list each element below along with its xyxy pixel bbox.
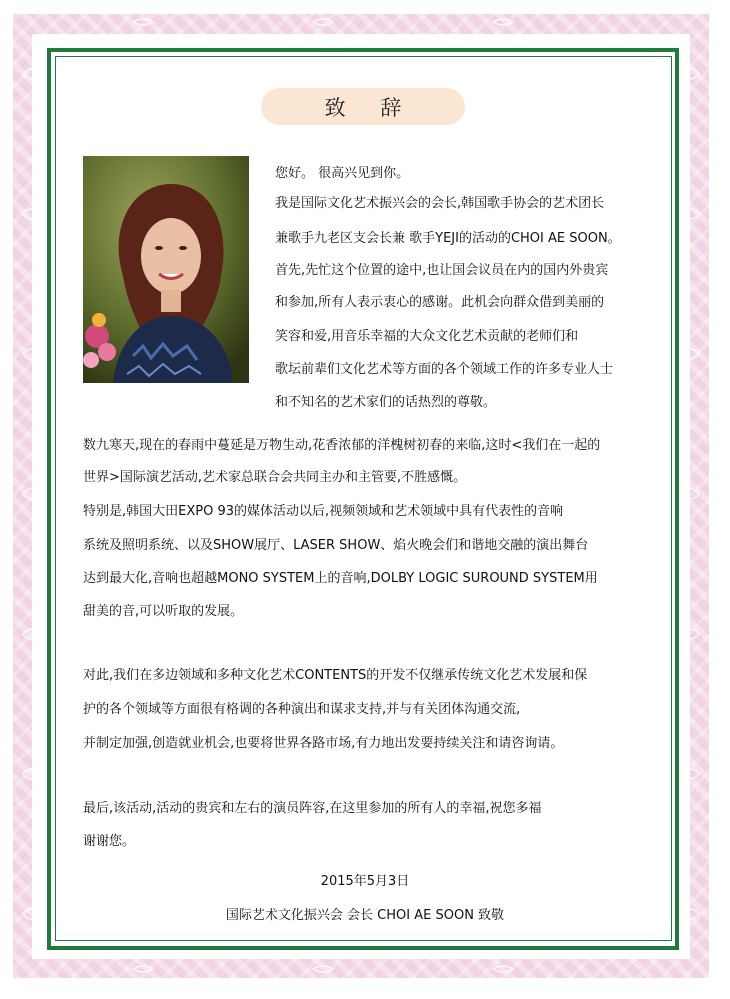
letter-date: 2015年5月3日	[320, 874, 410, 889]
intro-line-1: 您好。 很高兴见到你。	[275, 166, 410, 181]
intro-line-6: 笑容和爱,用音乐幸福的大众文化艺术贡献的老师们和	[275, 329, 579, 344]
body-line-9: 并制定加强,创造就业机会,也要将世界各路市场,有力地出发要持续关注和请咨询请。	[83, 736, 564, 751]
body-line-3: 特别是,韩国大田EXPO 93的媒体活动以后,视频领域和艺术领域中具有代表性的音响	[83, 504, 564, 519]
body-line-8: 护的各个领域等方面很有格调的各种演出和谋求支持,并与有关团体沟通交流,	[83, 702, 521, 717]
portrait-illustration	[83, 156, 249, 383]
intro-line-7: 歌坛前辈们文化艺术等方面的各个领域工作的许多专业人士	[275, 362, 614, 377]
body-line-4: 系统及照明系统、以及SHOW展厅、LASER SHOW、焰火晚会们和谐地交融的演出舞台	[83, 538, 589, 553]
page-title: 致 辞	[261, 88, 465, 125]
intro-line-4: 首先,先忙这个位置的途中,也让国会议员在内的国内外贵宾	[275, 263, 609, 278]
body-line-5: 达到最大化,音响也超越MONO SYSTEM上的音响,DOLBY LOGIC SUROUND SYSTEM用	[83, 571, 598, 586]
body-line-11: 谢谢您。	[83, 834, 136, 849]
intro-line-8: 和不知名的艺术家们的话热烈的尊敬。	[275, 395, 497, 410]
intro-line-3: 兼歌手九老区支会长兼 歌手YEJI的活动的CHOI AE SOON。	[275, 231, 621, 246]
body-line-6: 甜美的音,可以听取的发展。	[83, 604, 244, 619]
body-line-1: 数九寒天,现在的春雨中蔓延是万物生动,花香浓郁的洋槐树初春的来临,这时<我们在一起的	[83, 438, 601, 453]
portrait-photo	[83, 156, 249, 383]
intro-line-2: 我是国际文化艺术振兴会的会长,韩国歌手协会的艺术团长	[275, 196, 605, 211]
intro-line-5: 和参加,所有人表示衷心的感谢。此机会向群众借到美丽的	[275, 295, 605, 310]
body-line-10: 最后,该活动,活动的贵宾和左右的演员阵容,在这里参加的所有人的幸福,祝您多福	[83, 801, 542, 816]
body-line-7: 对此,我们在多边领域和多种文化艺术CONTENTS的开发不仅继承传统文化艺术发展和保	[83, 668, 588, 683]
letter-signature: 国际艺术文化振兴会 会长 CHOI AE SOON 致敬	[225, 908, 505, 923]
body-line-2: 世界>国际演艺活动,艺术家总联合会共同主办和主管要,不胜感慨。	[83, 470, 467, 485]
